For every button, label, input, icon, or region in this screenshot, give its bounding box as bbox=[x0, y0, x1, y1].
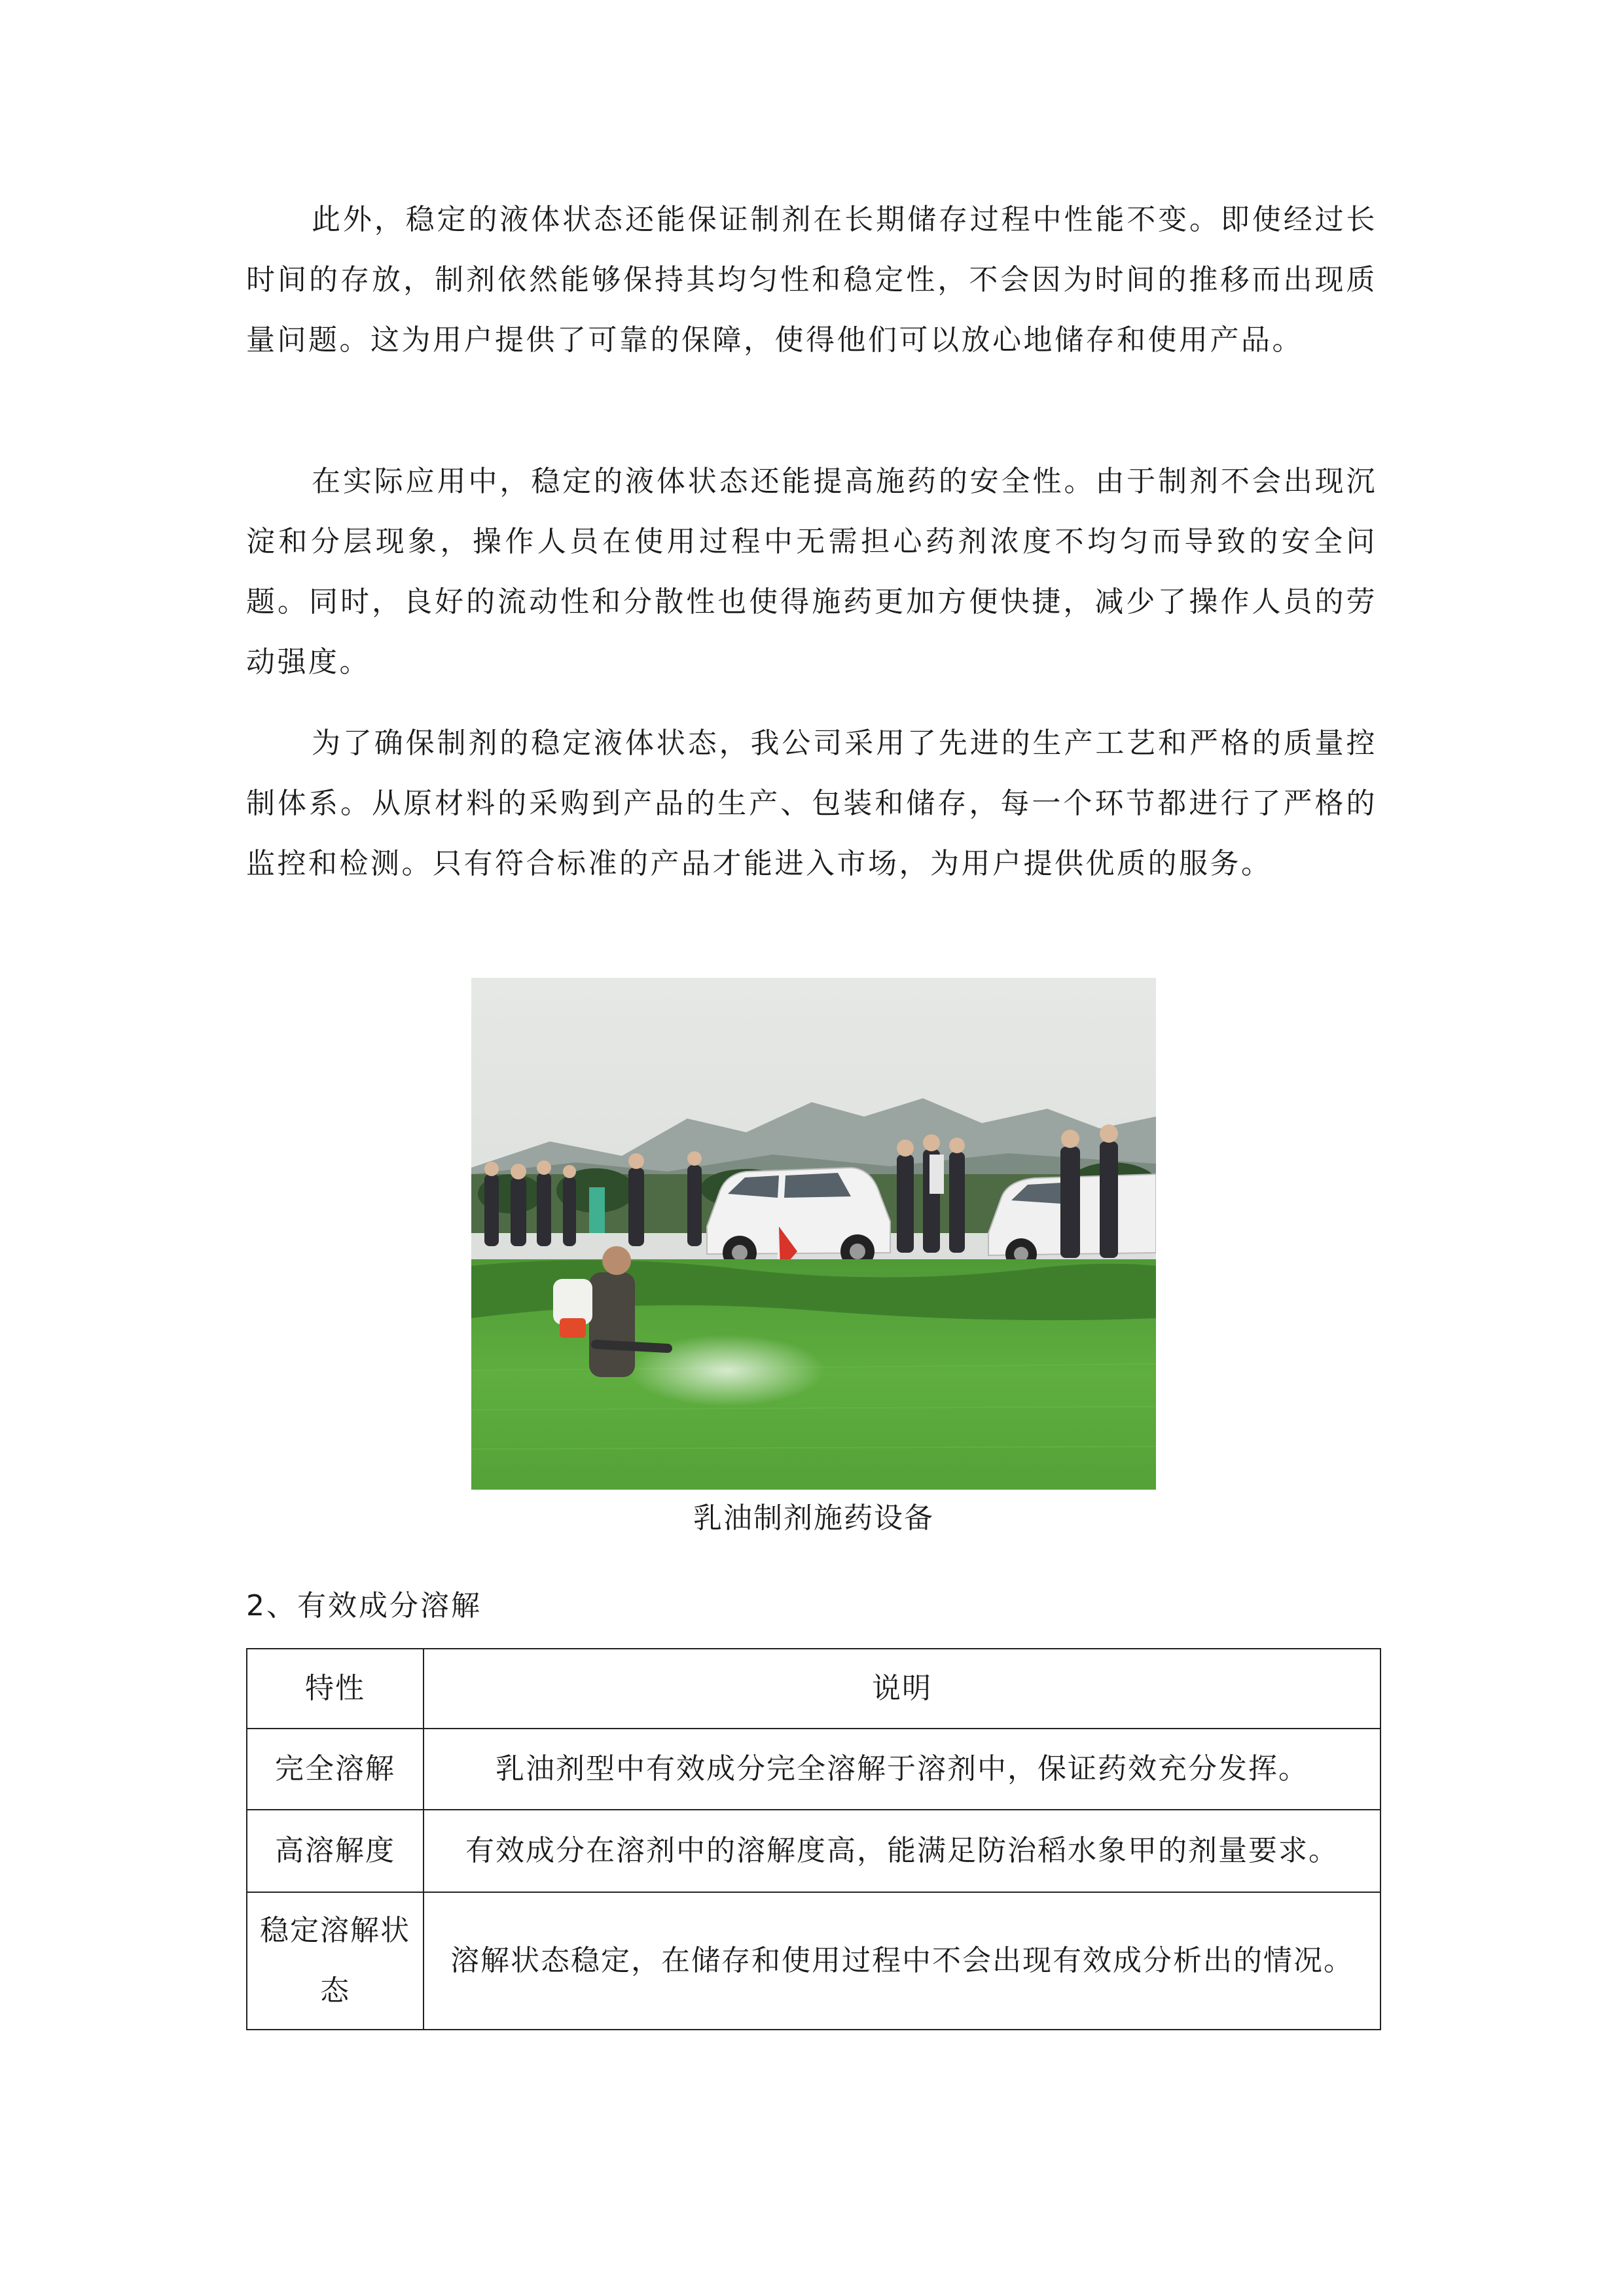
photo-illustration bbox=[471, 978, 1156, 1490]
body-paragraph: 此外，稳定的液体状态还能保证制剂在长期储存过程中性能不变。即使经过长时间的存放，制剂依然能够保持其均匀性和稳定性，不会因为时间的推移而出现质量问题。这为用户提供了可靠的保障，使得他们可以放心地储存和使用产品。 bbox=[246, 203, 1377, 357]
table-row bbox=[247, 1729, 1380, 1810]
body-paragraph: 为了确保制剂的稳定液体状态，我公司采用了先进的生产工艺和严格的质量控制体系。从原材料的采购到产品的生产、包装和储存，每一个环节都进行了严格的监控和检测。只有符合标准的产品才能进入市场，为用户提供优质的服务。 bbox=[246, 726, 1377, 880]
description-cell: 乳油剂型中有效成分完全溶解于溶剂中，保证药效充分发挥。 bbox=[424, 1729, 1380, 1810]
property-cell: 稳定溶解状态 bbox=[247, 1892, 424, 2030]
figure-caption: 乳油制剂施药设备 bbox=[693, 1501, 934, 1535]
description-cell: 溶解状态稳定，在储存和使用过程中不会出现有效成分析出的情况。 bbox=[424, 1892, 1380, 2030]
property-cell: 完全溶解 bbox=[247, 1729, 424, 1810]
column-header-property: 特性 bbox=[247, 1649, 424, 1729]
column-header-description: 说明 bbox=[424, 1649, 1380, 1729]
table-header-row bbox=[247, 1649, 1380, 1729]
table-row bbox=[247, 1810, 1380, 1892]
table-row bbox=[247, 1892, 1380, 2030]
field-spraying-photo bbox=[471, 978, 1156, 1490]
body-paragraph: 在实际应用中，稳定的液体状态还能提高施药的安全性。由于制剂不会出现沉淀和分层现象，操作人员在使用过程中无需担心药剂浓度不均匀而导致的安全问题。同时，良好的流动性和分散性也使得施药更加方便快捷，减少了操作人员的劳动强度。 bbox=[246, 465, 1377, 679]
property-cell: 高溶解度 bbox=[247, 1810, 424, 1892]
section-heading: 2、有效成分溶解 bbox=[246, 1589, 482, 1623]
description-cell: 有效成分在溶剂中的溶解度高，能满足防治稻水象甲的剂量要求。 bbox=[424, 1810, 1380, 1892]
properties-table bbox=[246, 1648, 1381, 2030]
